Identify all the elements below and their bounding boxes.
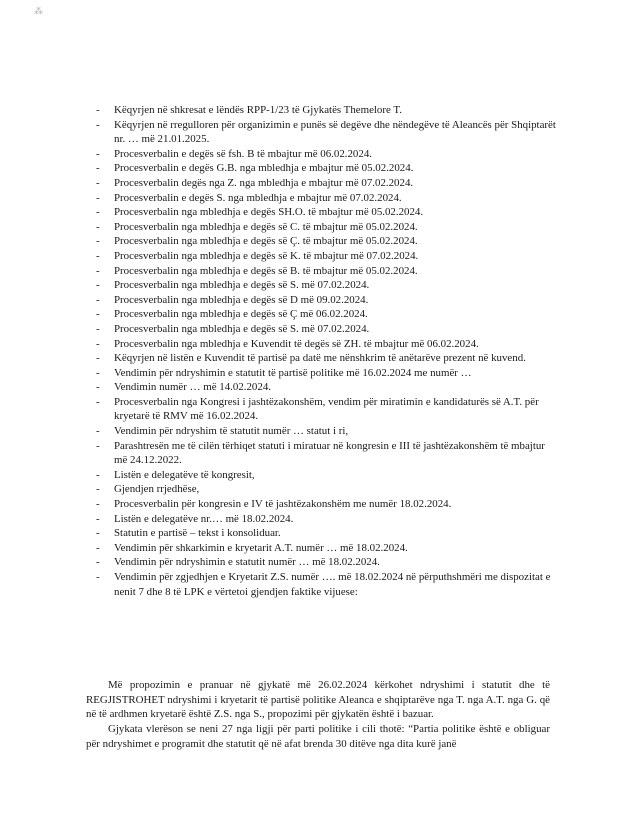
list-bullet: -	[96, 337, 100, 350]
list-item-text: Listën e delegatëve të kongresit,	[114, 468, 255, 481]
list-item-text: Vendimin për ndryshimin e statutit të partisë politike më 16.02.2024 me numër …	[114, 366, 472, 379]
list-item	[86, 570, 556, 599]
list-item-text: Vendimin për ndryshimin e statutit numër … më 18.02.2024.	[114, 556, 380, 569]
list-item	[86, 278, 556, 293]
list-item	[86, 468, 556, 483]
list-bullet: -	[96, 206, 100, 219]
list-bullet: -	[96, 104, 100, 116]
list-bullet: -	[96, 439, 100, 452]
list-item	[86, 380, 556, 395]
list-bullet: -	[96, 381, 100, 394]
list-item-text: Parashtresën me të cilën tërhiqet statuti i miratuar në kongresin e III të jashtëzakonshëm të mbajtur më 24.12.2022.	[114, 439, 545, 467]
list-item-text: Vendimin numër … më 14.02.2024.	[114, 381, 271, 394]
list-item	[86, 220, 556, 235]
list-item	[86, 205, 556, 220]
list-item	[86, 264, 556, 279]
list-item-text: Listën e delegatëve nr.… më 18.02.2024.	[114, 512, 294, 525]
list-bullet: -	[96, 556, 100, 569]
list-bullet: -	[96, 147, 100, 160]
list-bullet: -	[96, 162, 100, 175]
list-item-text: Këqyrjen në listën e Kuvendit të partisë pa datë me nënshkrim të anëtarëve prezent në kuvend.	[114, 352, 526, 365]
list-item-text: Procesverbalin nga mbledhja e degës së C. të mbajtur më 05.02.2024.	[114, 220, 418, 233]
list-item-text: Procesverbalin e degës S. nga mbledhja e mbajtur më 07.02.2024.	[114, 191, 402, 204]
list-item-text: Vendimin për zgjedhjen e Kryetarit Z.S. numër …. më 18.02.2024 në përputhshmëri me dispozitat e nenit 7 dhe 8 të LPK e vërtetoi gjendjen faktike vijuese:	[114, 571, 551, 598]
list-item-text: Procesverbalin nga mbledhja e degës së K. të mbajtur më 07.02.2024.	[114, 249, 419, 262]
list-bullet: -	[96, 176, 100, 189]
list-item-text: Procesverbalin nga mbledhja e degës së Ç më 06.02.2024.	[114, 308, 368, 321]
list-item-text: Procesverbalin nga mbledhja e degës SH.O. të mbajtur më 05.02.2024.	[114, 206, 424, 219]
list-item-text: Procesverbalin nga mbledhja e degës së S. më 07.02.2024.	[114, 279, 370, 292]
list-item-text: Procesverbalin për kongresin e IV të jashtëzakonshëm me numër 18.02.2024.	[114, 498, 452, 511]
list-bullet: -	[96, 527, 100, 540]
list-item-text: Vendimin për shkarkimin e kryetarit A.T. numër … më 18.02.2024.	[114, 541, 408, 554]
evidence-list	[86, 103, 556, 599]
list-bullet: -	[96, 322, 100, 335]
list-bullet: -	[96, 235, 100, 248]
list-bullet: -	[96, 308, 100, 321]
list-item	[86, 439, 556, 468]
list-item-text: Këqyrjen në rregulloren për organizimin e punës së degëve dhe nëndegëve të Aleancës për Shqiptarët nr. … më 21.01.2025.	[114, 118, 556, 146]
list-item-text: Statutin e partisë – tekst i konsoliduar.	[114, 527, 281, 540]
list-item	[86, 307, 556, 322]
list-item-text: Procesverbalin nga mbledhja e degës së Ç. të mbajtur më 05.02.2024.	[114, 235, 418, 248]
list-bullet: -	[96, 191, 100, 204]
list-item-text: Procesverbalin nga mbledhja e degës së D më 09.02.2024.	[114, 293, 369, 306]
list-item	[86, 424, 556, 439]
list-item	[86, 337, 556, 352]
list-item-text: Procesverbalin nga Kongresi i jashtëzakonshëm, vendim për miratimin e kandidaturës së A.T. për kryetarë të RMV më 16.02.2024.	[114, 395, 539, 423]
list-bullet: -	[96, 483, 100, 496]
list-item	[86, 541, 556, 556]
scan-artifact: ⁂	[34, 6, 43, 16]
list-item	[86, 293, 556, 308]
list-item-text: Këqyrjen në shkresat e lëndës RPP-1/23 të Gjykatës Themelore T.	[114, 104, 402, 116]
list-bullet: -	[96, 541, 100, 554]
list-item	[86, 512, 556, 527]
list-item-text: Procesverbalin e degës së fsh. B të mbajtur më 06.02.2024.	[114, 147, 372, 160]
list-item-text: Procesverbalin nga mbledhja e Kuvendit të degës së ZH. të mbajtur më 06.02.2024.	[114, 337, 479, 350]
list-bullet: -	[96, 293, 100, 306]
list-bullet: -	[96, 571, 100, 583]
list-item	[86, 147, 556, 162]
list-item	[86, 526, 556, 541]
list-bullet: -	[96, 264, 100, 277]
list-item	[86, 351, 556, 366]
list-item	[86, 322, 556, 337]
list-item	[86, 191, 556, 206]
list-item	[86, 161, 556, 176]
list-bullet: -	[96, 512, 100, 525]
list-item	[86, 234, 556, 249]
list-item	[86, 555, 556, 570]
list-item-text: Vendimin për ndryshim të statutit numër … statut i ri,	[114, 425, 349, 438]
list-item-text: Procesverbalin nga mbledhja e degës së B. të mbajtur më 05.02.2024.	[114, 264, 418, 277]
list-bullet: -	[96, 395, 100, 408]
list-bullet: -	[96, 366, 100, 379]
paragraph-court-assessment: Gjykata vlerëson se neni 27 nga ligji për parti politike i cili thotë: “Partia politike është e obliguar për ndryshimet e programit dhe statutit që në afat brenda 30 ditëve nga dita kurë janë	[86, 723, 550, 750]
list-item	[86, 395, 556, 424]
list-bullet: -	[96, 279, 100, 292]
list-item	[86, 103, 556, 118]
list-item-text: Procesverbalin degës nga Z. nga mbledhja e mbajtur më 07.02.2024.	[114, 176, 414, 189]
list-bullet: -	[96, 498, 100, 511]
list-item	[86, 497, 556, 512]
list-bullet: -	[96, 249, 100, 262]
list-item	[86, 176, 556, 191]
list-item	[86, 482, 556, 497]
list-bullet: -	[96, 468, 100, 481]
list-bullet: -	[96, 118, 100, 131]
list-item	[86, 366, 556, 381]
list-bullet: -	[96, 425, 100, 438]
list-item-text: Gjendjen rrjedhëse,	[114, 483, 200, 496]
list-item	[86, 249, 556, 264]
list-item-text: Procesverbalin nga mbledhja e degës së S. më 07.02.2024.	[114, 322, 370, 335]
list-item	[86, 118, 556, 147]
list-bullet: -	[96, 220, 100, 233]
paragraph-proposal: Më propozimin e pranuar në gjykatë më 26.02.2024 kërkohet ndryshimi i statutit dhe të REGJISTROHET ndryshimi i kryetarit të partisë politike Aleanca e shqiptarëve nga T. nga A.T. nga G. që në të ardhmen kryetarë është Z.S. nga S., propozimi për gjykatën është i bazuar.	[86, 679, 550, 721]
list-bullet: -	[96, 352, 100, 365]
list-item-text: Procesverbalin e degës G.B. nga mbledhja e mbajtur më 05.02.2024.	[114, 162, 414, 175]
